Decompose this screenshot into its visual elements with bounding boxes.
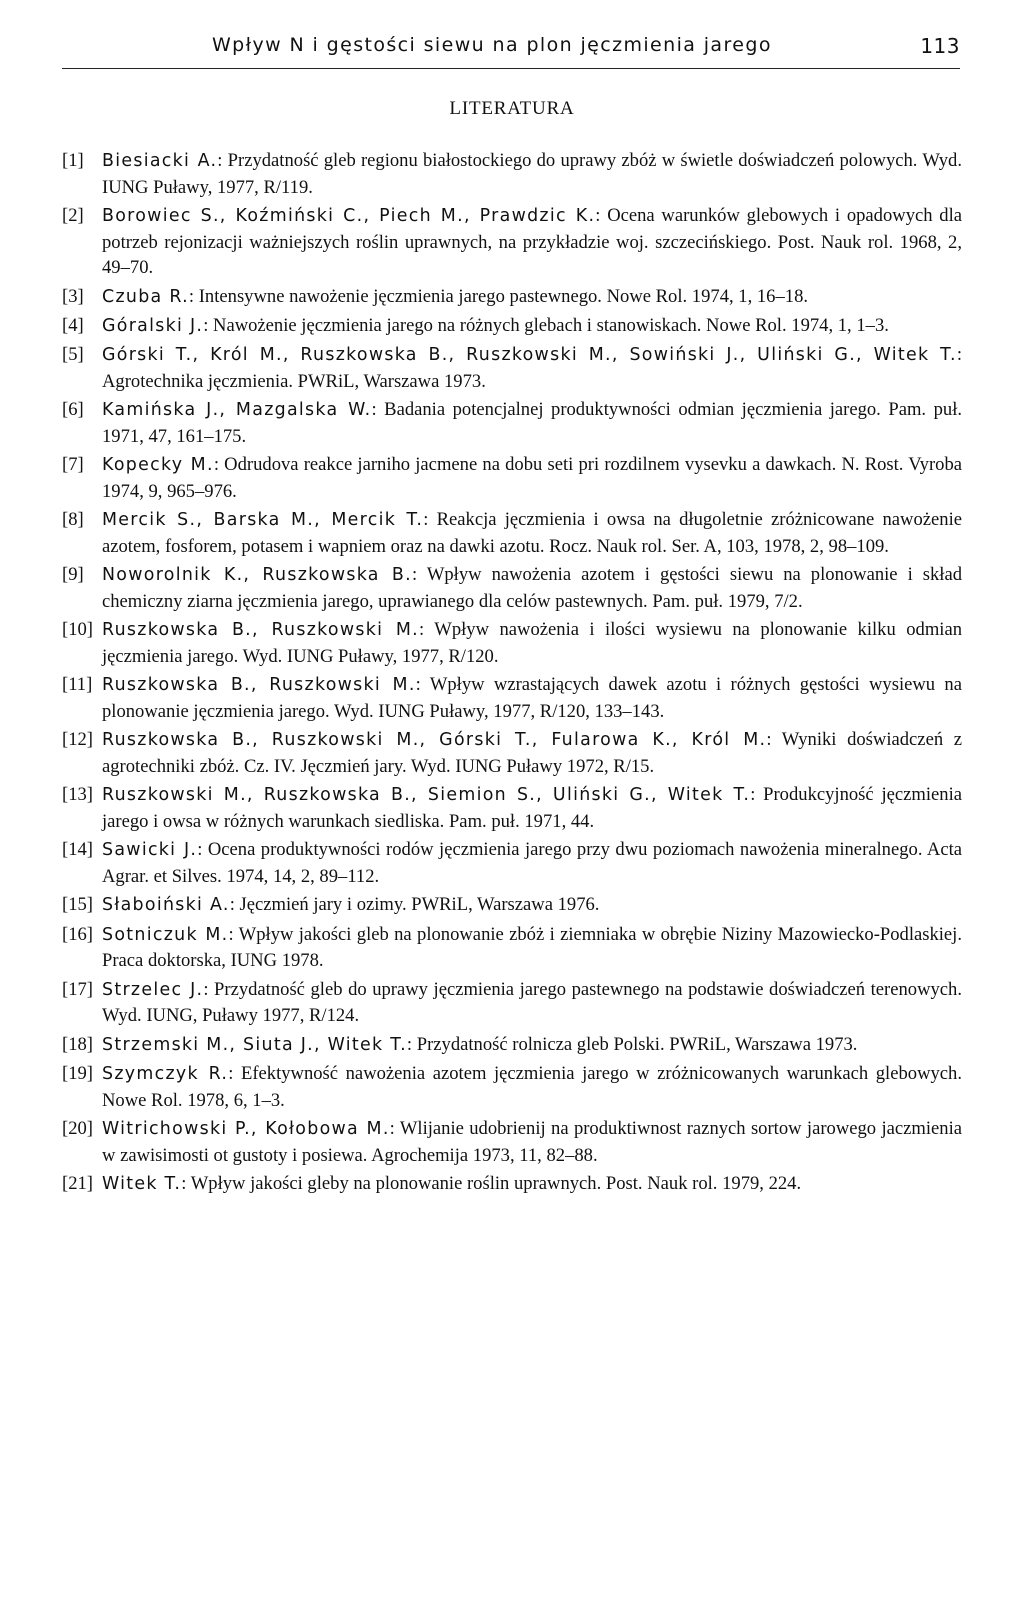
reference-authors: Strzemski M., Siuta J., Witek T. (102, 1034, 407, 1055)
reference-authors: Witek T. (102, 1173, 182, 1194)
reference-number: [13] (62, 784, 93, 806)
reference-details: : Efektywność nawożenia azotem jęczmienia jarego w zróżnicowanych warunkach glebowych. Nowe Rol. 1978, 6, 1–3. (102, 1062, 962, 1111)
reference-item (62, 507, 962, 559)
reference-item (62, 342, 962, 394)
reference-details: : Wpływ wzrastających dawek azotu i różnych gęstości wysiewu na plonowanie jęczmienia jarego. Wyd. IUNG Puławy, 1977, R/120, 133–143. (102, 674, 962, 722)
reference-number: [12] (62, 729, 93, 751)
page-header (62, 28, 960, 69)
reference-authors: Ruszkowska B., Ruszkowski M. (102, 620, 420, 641)
reference-details: : Odrudova reakce jarniho jacmene na dobu seti pri rozdilnem vysevku a dawkach. N. Rost. Vyroba 1974, 9, 965–976. (102, 454, 963, 502)
reference-number: [1] (62, 150, 84, 171)
reference-item (62, 1061, 962, 1113)
reference-number: [9] (62, 564, 84, 586)
reference-authors: Noworolnik K., Ruszkowska B. (102, 565, 412, 586)
reference-item (62, 892, 962, 919)
reference-number: [11] (62, 674, 93, 696)
reference-number: [2] (62, 204, 84, 226)
reference-item (62, 837, 962, 889)
reference-number: [20] (62, 1117, 93, 1139)
reference-number: [4] (62, 314, 84, 336)
reference-details: : Wpływ nawożenia i ilości wysiewu na plonowanie kilku odmian jęczmienia jarego. Wyd. IUNG Puławy, 1977, R/120. (102, 619, 962, 667)
reference-authors: Szymczyk R. (102, 1063, 229, 1084)
reference-authors: Witrichowski P., Kołobowa M. (102, 1118, 390, 1139)
reference-authors: Biesiacki A. (102, 151, 218, 171)
reference-item (62, 562, 962, 614)
reference-number: [3] (62, 285, 84, 307)
reference-item (62, 397, 962, 449)
reference-authors: Góralski J. (102, 315, 204, 336)
reference-details: : Przydatność gleb do uprawy jęczmienia jarego pastewnego na podstawie doświadczeń terenowych. Wyd. IUNG, Puławy 1977, R/124. (102, 978, 962, 1027)
reference-item (62, 617, 962, 669)
reference-authors: Strzelec J. (102, 979, 204, 1000)
reference-authors: Słaboiński A. (102, 895, 230, 916)
reference-details: : Badania potencjalnej produktywności odmian jęczmienia jarego. Pam. puł. 1971, 47, 161–175. (102, 399, 963, 447)
reference-authors: Ruszkowski M., Ruszkowska B., Siemion S., Uliński G., Witek T. (102, 785, 751, 806)
reference-details: : Wpływ jakości gleby na plonowanie roślin uprawnych. Post. Nauk rol. 1979, 224. (181, 1172, 802, 1194)
reference-authors: Czuba R. (102, 286, 189, 307)
reference-details: : Nawożenie jęczmienia jarego na różnych glebach i stanowiskach. Nowe Rol. 1974, 1, 1–3. (203, 314, 889, 336)
reference-details: : Produkcyjność jęczmienia jarego i owsa w różnych warunkach siedliska. Pam. puł. 1971, 44. (102, 784, 962, 832)
reference-details: : Reakcja jęczmienia i owsa na długoletnie zróżnicowane nawożenie azotem, fosforem, potasem i wapniem oraz na dawki azotu. Rocz. Nauk rol. Ser. A, 103, 1978, 2, 98–109. (102, 509, 962, 557)
reference-item (62, 727, 962, 779)
reference-number: [16] (62, 923, 93, 945)
reference-details: : Agrotechnika jęczmienia. PWRiL, Warszawa 1973. (102, 344, 962, 392)
reference-number: [10] (62, 619, 93, 641)
reference-details: : Wpływ jakości gleb na plonowanie zbóż i ziemniaka w obrębie Niziny Mazowiecko-Podlaskiej. Praca doktorska, IUNG 1978. (102, 923, 962, 972)
reference-number: [17] (62, 978, 93, 1000)
reference-details: : Przydatność gleb regionu białostockiego do uprawy zbóż w świetle doświadczeń polowych. Wyd. IUNG Puławy, 1977, R/119. (102, 150, 962, 198)
reference-authors: Ruszkowska B., Ruszkowski M., Górski T., Fularowa K., Król M. (102, 730, 767, 751)
reference-number: [7] (62, 454, 84, 476)
reference-item (62, 782, 962, 834)
reference-item (62, 1116, 962, 1168)
reference-details: : Wlijanie udobrienij na produktiwnost raznych sortow jarowego jaczmienia w zawisimosti ot gustoty i posiewa. Agrochemija 1973, 11, 82–88. (102, 1117, 962, 1166)
reference-authors: Kamińska J., Mazgalska W. (102, 400, 372, 421)
reference-details: : Ocena produktywności rodów jęczmienia jarego przy dwu poziomach nawożenia mineralnego. Acta Agrar. et Silves. 1974, 14, 2, 89–112. (102, 839, 962, 887)
reference-authors: Sawicki J. (102, 840, 198, 861)
reference-details: : Wpływ nawożenia azotem i gęstości siewu na plonowanie i skład chemiczny ziarna jęczmienia jarego, uprawianego dla celów pastewnych. Pam. puł. 1979, 7/2. (102, 564, 962, 612)
reference-details: : Jęczmień jary i ozimy. PWRiL, Warszawa 1976. (229, 894, 600, 916)
reference-item (62, 203, 962, 281)
reference-number: [6] (62, 399, 84, 421)
reference-item (62, 148, 962, 200)
reference-item (62, 452, 962, 504)
reference-item (62, 977, 962, 1029)
reference-item (62, 1171, 962, 1198)
reference-item (62, 313, 962, 340)
reference-list (62, 148, 962, 1200)
reference-details: : Wyniki doświadczeń z agrotechniki zbóż. Cz. IV. Jęczmień jary. Wyd. IUNG Puławy 1972, R/15. (102, 729, 962, 777)
reference-item (62, 922, 962, 974)
reference-authors: Sotniczuk M. (102, 924, 229, 945)
reference-item (62, 1032, 962, 1059)
reference-authors: Borowiec S., Koźmiński C., Piech M., Prawdzic K. (102, 205, 596, 226)
reference-authors: Górski T., Król M., Ruszkowska B., Ruszkowski M., Sowiński J., Uliński G., Witek T. (102, 345, 957, 366)
reference-details: : Intensywne nawożenie jęczmienia jarego pastewnego. Nowe Rol. 1974, 1, 16–18. (188, 285, 809, 307)
reference-authors: Kopecky M. (102, 455, 214, 476)
reference-number: [5] (62, 344, 84, 366)
section-heading: LITERATURA (449, 98, 575, 119)
reference-number: [18] (62, 1033, 93, 1055)
reference-item (62, 672, 962, 724)
reference-number: [15] (62, 894, 93, 916)
reference-details: : Przydatność rolnicza gleb Polski. PWRiL, Warszawa 1973. (406, 1033, 858, 1055)
page-number: 113 (920, 34, 960, 58)
reference-authors: Ruszkowska B., Ruszkowski M. (102, 675, 416, 696)
reference-number: [19] (62, 1062, 93, 1084)
reference-details: : Ocena warunków glebowych i opadowych dla potrzeb rejonizacji ważniejszych roślin uprawnych, na przykładzie woj. szczecińskiego. Post. Nauk rol. 1968, 2, 49–70. (102, 204, 962, 279)
reference-number: [21] (62, 1172, 93, 1194)
reference-number: [8] (62, 509, 84, 531)
reference-item (62, 284, 962, 311)
running-title: Wpływ N i gęstości siewu na plon jęczmienia jarego (212, 34, 772, 56)
reference-number: [14] (62, 839, 93, 861)
reference-authors: Mercik S., Barska M., Mercik T. (102, 510, 424, 531)
